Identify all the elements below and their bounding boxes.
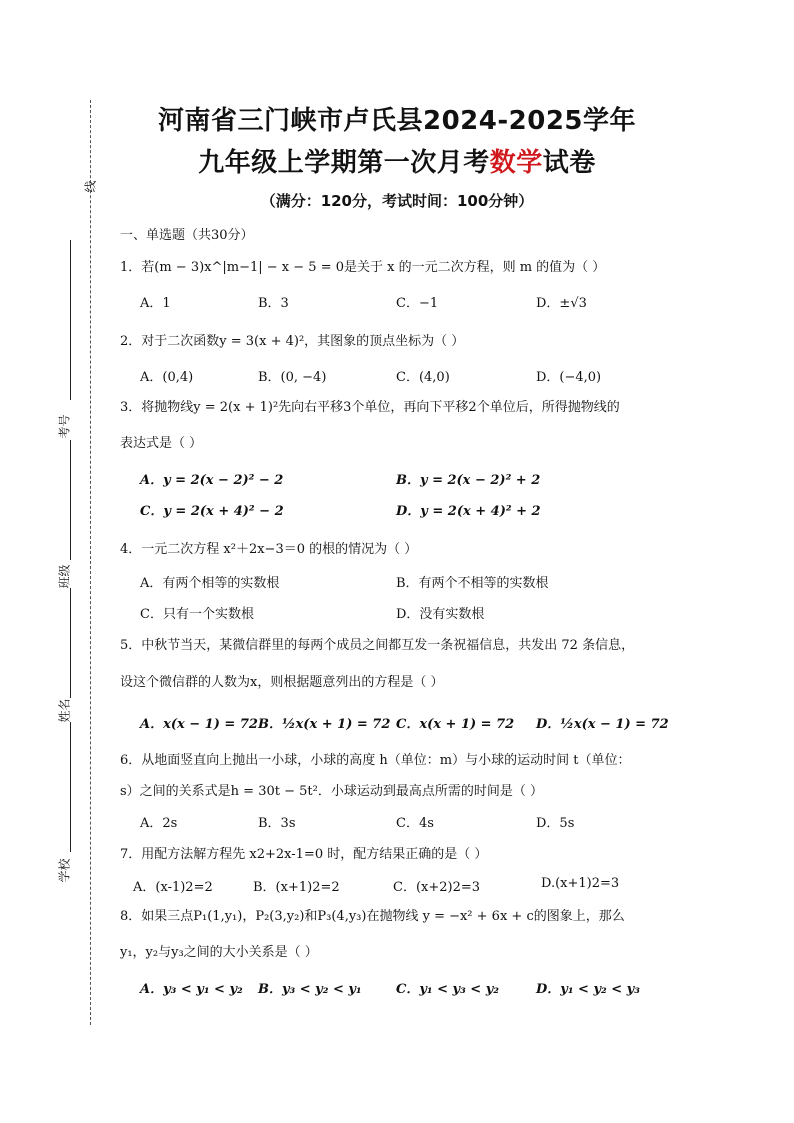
question-7-option-d: D.(x+1)2=3 <box>541 876 620 891</box>
page-title-line1: 河南省三门峡市卢氏县2024-2025学年 <box>157 106 637 136</box>
question-3-option-b: B．y = 2(x − 2)² + 2 <box>396 473 541 488</box>
question-2-option-c: C．(4,0) <box>396 370 450 385</box>
question-5-option-a: A．x(x − 1) = 72 <box>140 717 258 732</box>
question-1-option-d: D．±√3 <box>536 296 587 311</box>
question-6-stem-cont: s）之间的关系式是h = 30t − 5t²．小球运动到最高点所需的时间是（ ） <box>120 784 543 799</box>
class-underline <box>70 588 71 698</box>
question-8-stem-cont: y₁，y₂与y₃之间的大小关系是（ ） <box>120 945 318 960</box>
question-4-stem: 4．一元二次方程 x²＋2x−3＝0 的根的情况为（ ） <box>120 542 418 557</box>
question-2-stem: 2．对于二次函数y = 3(x + 4)²，其图象的顶点坐标为（ ） <box>120 334 465 349</box>
question-6-option-a: A．2s <box>140 816 178 831</box>
question-8-stem: 8．如果三点P₁(1,y₁)，P₂(3,y₂)和P₃(4,y₃)在抛物线 y = −x² + 6x + c的图象上，那么 <box>120 909 625 924</box>
question-2-option-b: B．(0, −4) <box>258 370 327 385</box>
question-4-option-a: A．有两个相等的实数根 <box>140 576 280 591</box>
title-prefix: 九年级上学期第一次月考 <box>198 148 490 178</box>
question-8-option-a: A．y₃ < y₁ < y₂ <box>140 982 243 997</box>
question-8-option-d: D．y₁ < y₂ < y₃ <box>536 982 640 997</box>
question-6-option-c: C．4s <box>396 816 434 831</box>
question-1-option-a: A．1 <box>140 296 171 311</box>
class-label: 班级 <box>57 564 72 589</box>
question-7-option-b: B．(x+1)2=2 <box>253 880 340 895</box>
question-5-stem: 5．中秋节当天，某微信群里的每两个成员之间都互发一条祝福信息，共发出 72 条信息， <box>120 638 635 653</box>
name-label: 姓名 <box>57 698 72 723</box>
question-4-option-c: C．只有一个实数根 <box>140 607 254 622</box>
question-3-stem: 3．将抛物线y = 2(x + 1)²先向右平移3个单位，再向下平移2个单位后，所得抛物线的 <box>120 400 620 415</box>
question-6-option-b: B．3s <box>258 816 296 831</box>
title-subject: 数学 <box>489 148 543 178</box>
exam-no-underline <box>70 240 71 400</box>
page-title-line2 <box>0 142 794 179</box>
question-6-stem: 6．从地面竖直向上抛出一小球，小球的高度 h（单位：m）与小球的运动时间 t（单位： <box>120 753 631 768</box>
question-8-option-b: B．y₃ < y₂ < y₁ <box>258 982 362 997</box>
question-5-option-b: B．½x(x + 1) = 72 <box>258 717 391 732</box>
school-label: 学校 <box>57 858 72 883</box>
question-3-option-a: A．y = 2(x − 2)² − 2 <box>140 473 284 488</box>
question-5-option-d: D．½x(x − 1) = 72 <box>536 717 669 732</box>
question-3-option-c: C．y = 2(x + 4)² − 2 <box>140 504 284 519</box>
question-5-option-c: C．x(x + 1) = 72 <box>396 717 515 732</box>
binding-dashed-line <box>90 100 91 1025</box>
title-suffix: 试卷 <box>542 148 596 178</box>
question-3-option-d: D．y = 2(x + 4)² + 2 <box>396 504 541 519</box>
name-underline <box>70 722 71 852</box>
question-7-option-c: C．(x+2)2=3 <box>393 880 481 895</box>
question-2-option-a: A．(0,4) <box>140 370 194 385</box>
question-7-option-a: A．(x-1)2=2 <box>133 880 213 895</box>
question-4-option-d: D．没有实数根 <box>396 607 485 622</box>
question-1-stem: 1．若(m − 3)x^|m−1| − x − 5 = 0是关于 x 的一元二次方程，则 m 的值为（ ） <box>120 260 606 275</box>
question-4-option-b: B．有两个不相等的实数根 <box>396 576 549 591</box>
question-5-stem-cont: 设这个微信群的人数为x，则根据题意列出的方程是（ ） <box>120 675 444 690</box>
exam-no-underline-lower <box>70 440 71 560</box>
question-8-option-c: C．y₁ < y₃ < y₂ <box>396 982 499 997</box>
section-heading: 一、单选题（共30分） <box>120 228 254 243</box>
question-1-option-b: B．3 <box>258 296 289 311</box>
question-7-stem: 7．用配方法解方程先 x2+2x-1=0 时，配方结果正确的是（ ） <box>120 847 488 862</box>
margin-line-label: 线 <box>83 180 98 193</box>
question-2-option-d: D．(−4,0) <box>536 370 602 385</box>
question-6-option-d: D．5s <box>536 816 575 831</box>
exam-no-label: 考号 <box>57 414 72 439</box>
page-subtitle: （满分：120分，考试时间：100分钟） <box>260 192 534 210</box>
question-3-stem-cont: 表达式是（ ） <box>120 436 203 451</box>
question-1-option-c: C．−1 <box>396 296 439 311</box>
